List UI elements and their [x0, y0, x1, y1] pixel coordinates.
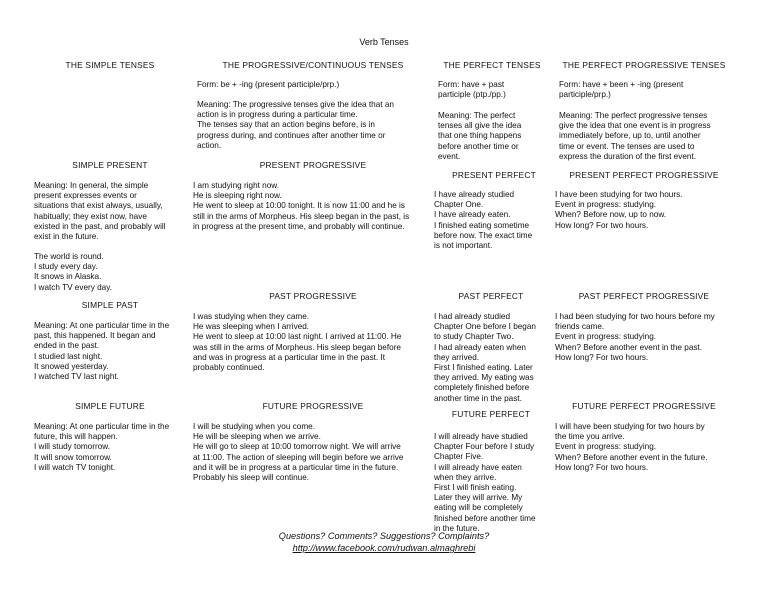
perfect-progressive-tenses-header: THE PERFECT PROGRESSIVE TENSES: [562, 60, 726, 70]
simple-future-heading: SIMPLE FUTURE: [75, 401, 145, 411]
footer-question: Questions? Comments? Suggestions? Complaints?: [278, 531, 490, 541]
present-progressive-text: I am studying right now. He is sleeping right now. He went to sleep at 10:00 tonight. It is now 11:00 and he is still in the arms of Morpheus. His sleep began in the past, is in progress at the present time, and probably will continue.: [193, 181, 410, 231]
future-progressive-text: I will be studying when you come. He will be sleeping when we arrive. He will go to sleep at 10:00 tomorrow night. We will arrive at 11:00. The action of sleeping will begin before we arrive and it will be in progress at a particular time in the future. Probably his sleep will continue.: [193, 422, 404, 483]
perfect-progressive-meaning: Meaning: The perfect progressive tenses give the idea that one event is in progress immediately before, up to, until another time or event. The tenses are used to express the duration of the first event.: [559, 111, 711, 161]
future-perfect-heading: FUTURE PERFECT: [451, 409, 531, 419]
simple-past-text: Meaning: At one particular time in the past, this happened. It began and ended in the past. I studied last night. It snowed yesterday. I watched TV last night.: [34, 321, 170, 382]
past-progressive-text: I was studying when they came. He was sleeping when I arrived. He went to sleep at 10:00 last night. I arrived at 11:00. He was still in the arms of Morpheus. His sleep began before and was in progress at a particular time in the past. It probably continued.: [193, 312, 402, 373]
present-progressive-heading: PRESENT PROGRESSIVE: [259, 160, 367, 170]
past-progressive-heading: PAST PROGRESSIVE: [269, 291, 357, 301]
future-perfect-text: I will already have studied Chapter Four before I study Chapter Five. I will already have eaten when they arrive. First I will finish eating. Later they will arrive. My eating will be completely finished before another time in the future.: [434, 432, 536, 533]
past-perfect-progressive-text: I had been studying for two hours before my friends came. Event in progress: studying. When? Before another event in the past. How long? For two hours.: [555, 312, 715, 362]
simple-future-text: Meaning: At one particular time in the future, this will happen. I will study tomorrow. It will snow tomorrow. I will watch TV tonight.: [34, 422, 170, 472]
present-perfect-heading: PRESENT PERFECT: [452, 170, 536, 180]
progressive-tenses-header: THE PROGRESSIVE/CONTINUOUS TENSES: [222, 60, 404, 70]
progressive-form: Form: be + -ing (present participle/prp.): [197, 80, 340, 89]
simple-past-heading: SIMPLE PAST: [81, 300, 139, 310]
perfect-form: Form: have + past participle (ptp./pp.): [438, 80, 506, 100]
simple-present-examples: The world is round. I study every day. It snows in Alaska. I watch TV every day.: [34, 252, 112, 292]
simple-present-meaning: Meaning: In general, the simple present expresses events or situations that exist always, usually, habitually; they exist now, have existed in the past, and probably will exist in the future.: [34, 181, 166, 242]
future-perfect-progressive-heading: FUTURE PERFECT PROGRESSIVE: [572, 401, 716, 411]
footer-link[interactable]: http://www.facebook.com/rudwan.almaghrebi: [292, 543, 476, 553]
simple-present-heading: SIMPLE PRESENT: [72, 160, 148, 170]
present-perfect-text: I have already studied Chapter One. I have already eaten. I finished eating sometime before now. The exact time is not important.: [434, 190, 533, 251]
progressive-meaning: Meaning: The progressive tenses give the idea that an action is in progress during a particular time. The tenses say that an action begins before, is in progress during, and continues after another time or action.: [197, 100, 394, 150]
perfect-meaning: Meaning: The perfect tenses all give the idea that one thing happens before another time or event.: [438, 111, 522, 161]
page-title: Verb Tenses: [359, 37, 409, 47]
present-perfect-progressive-text: I have been studying for two hours. Event in progress: studying. When? Before now, up to now. How long? For two hours.: [555, 190, 683, 230]
past-perfect-progressive-heading: PAST PERFECT PROGRESSIVE: [578, 291, 710, 301]
perfect-progressive-form: Form: have + been + -ing (present participle/prp.): [559, 80, 684, 100]
past-perfect-heading: PAST PERFECT: [458, 291, 524, 301]
simple-tenses-header: THE SIMPLE TENSES: [65, 60, 155, 70]
past-perfect-text: I had already studied Chapter One before I began to study Chapter Two. I had already eaten when they arrived. First I finished eating. Later they arrived. My eating was completely finished before another time in the past.: [434, 312, 536, 403]
future-perfect-progressive-text: I will have been studying for two hours by the time you arrive. Event in progress: studying. When? Before another event in the future. How long? For two hours.: [555, 422, 708, 472]
future-progressive-heading: FUTURE PROGRESSIVE: [262, 401, 364, 411]
perfect-tenses-header: THE PERFECT TENSES: [443, 60, 541, 70]
present-perfect-progressive-heading: PRESENT PERFECT PROGRESSIVE: [569, 170, 719, 180]
